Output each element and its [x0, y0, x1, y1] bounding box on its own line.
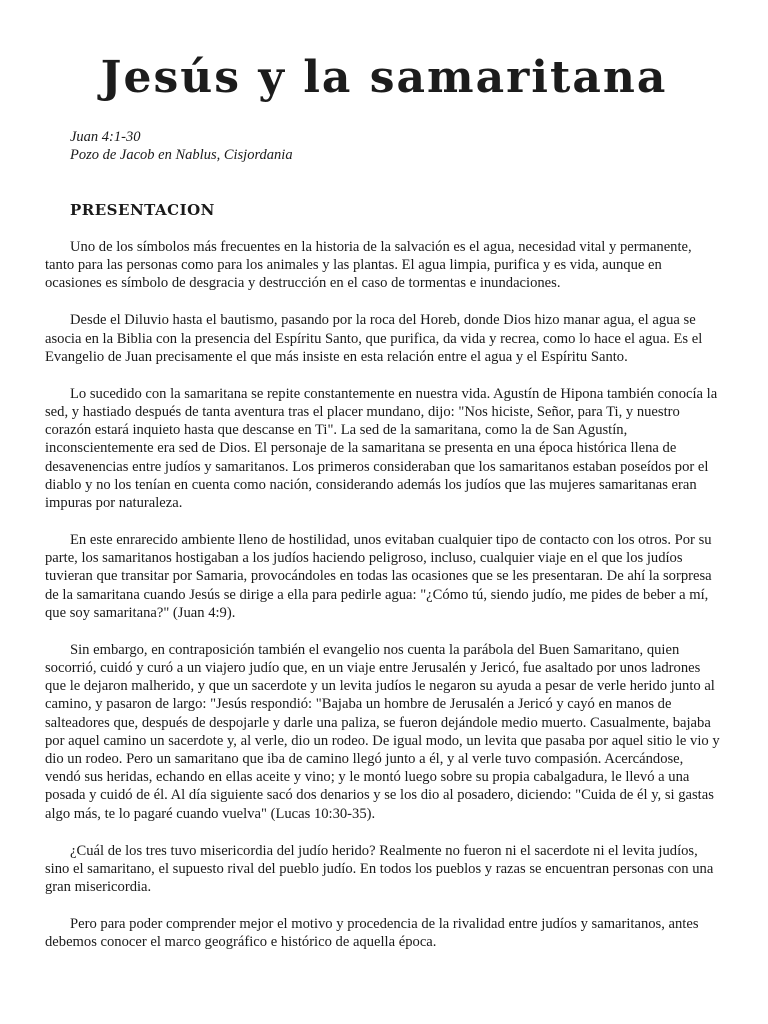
- paragraph: Uno de los símbolos más frecuentes en la historia de la salvación es el agua, necesidad vital y permanente, tanto para las personas como para los animales y las plantas. El agua limpia, purifica y es vida, aunque en ocasiones es símbolo de desgracia y destrucción en el caso de tormentas e inundaciones.: [45, 239, 692, 292]
- reference-location: Pozo de Jacob en Nablus, Cisjordania: [70, 147, 293, 163]
- paragraph: ¿Cuál de los tres tuvo misericordia del judío herido? Realmente no fueron ni el sacerdote ni el levita judíos, sino el samaritano, el supuesto rival del pueblo judío. En todos los pueblos y razas se encuentran personas con una gran misericordia.: [45, 842, 714, 896]
- paragraph: En este enrarecido ambiente lleno de hostilidad, unos evitaban cualquier tipo de contacto con los otros. Por su parte, los samaritanos hostigaban a los judíos haciendo peligroso, incluso, cualquier viaje en el que los judíos tuvieran que transitar por Samaria, provocándoles en todas las ocasiones que se les presentaran. De ahí la sorpresa de la samaritana cuando Jesús se dirige a ella para pedirle agua: "¿Cómo tú, siendo judío, me pides de beber a mí, que soy samaritana?" (Juan 4:9).: [45, 532, 712, 621]
- page-title: Jesús y la samaritana: [100, 52, 668, 103]
- paragraph: Desde el Diluvio hasta el bautismo, pasando por la roca del Horeb, donde Dios hizo manar agua, el agua se asocia en la Biblia con la presencia del Espíritu Santo, que purifica, da vida y recrea, como lo hace el agua. Es el Evangelio de Juan precisamente el que más insiste en esta relación entre el agua y el Espíritu Santo.: [45, 312, 703, 365]
- paragraph: Lo sucedido con la samaritana se repite constantemente en nuestra vida. Agustín de Hipona también conocía la sed, y hastiado después de tanta aventura tras el placer mundano, dijo: "Nos hiciste, Señor, para Ti, y nuestro corazón estará inquieto hasta que descanse en Ti". La sed de la samaritana, como la de San Agustín, inconscientemente era sed de Dios. El personaje de la samaritana se presenta en una época histórica llena de desavenencias entre judíos y samaritanos. Los primeros consideraban que los samaritanos estaban poseídos por el diablo y no los tenían en cuenta como nación, considerando además los judíos que las mujeres samaritanas eran impuras por naturaleza.: [45, 385, 718, 512]
- paragraph: Pero para poder comprender mejor el motivo y procedencia de la rivalidad entre judíos y samaritanos, antes debemos conocer el marco geográfico e histórico de aquella época.: [45, 916, 699, 951]
- scripture-reference: [70, 128, 293, 164]
- body-text: [45, 238, 721, 970]
- section-heading: PRESENTACION: [70, 201, 215, 219]
- paragraph: Sin embargo, en contraposición también el evangelio nos cuenta la parábola del Buen Samaritano, quien socorrió, cuidó y curó a un viajero judío que, en un viaje entre Jerusalén y Jericó, fue asaltado por unos ladrones que le dejaron malherido, y que un sacerdote y un levita judíos le negaron su ayuda a pesar de verle herido junto al camino, y pasaron de largo: "Jesús respondió: "Bajaba un hombre de Jerusalén a Jericó y cayó en manos de salteadores que, después de despojarle y darle una paliza, se fueron dejándole medio muerto. Casualmente, bajaba por aquel camino un sacerdote y, al verle, dio un rodeo. De igual modo, un levita que pasaba por aquel sitio le vio y dio un rodeo. Pero un samaritano que iba de camino llegó junto a él, y al verle tuvo compasión. Acercándose, vendó sus heridas, echando en ellas aceite y vino; y le montó luego sobre su propia cabalgadura, le llevó a una posada y cuidó de él. Al día siguiente sacó dos denarios y se los dio al posadero, diciendo: "Cuida de él y, si gastas algo más, te lo pagaré cuando vuelva" (Lucas 10:30-35).: [45, 641, 720, 822]
- reference-passage: Juan 4:1-30: [70, 129, 141, 145]
